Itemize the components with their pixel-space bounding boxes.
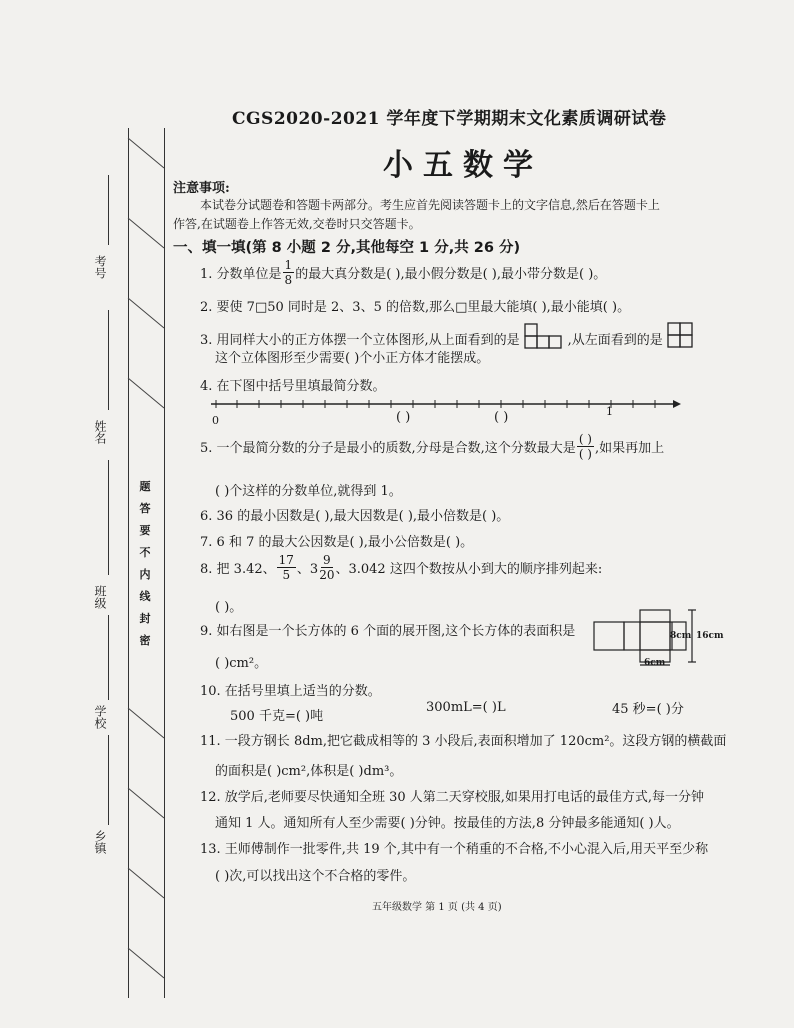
q1-frac-num: 1 <box>284 258 293 272</box>
question-13-cont: ( )次,可以找出这个不合格的零件。 <box>215 869 416 884</box>
notes-line-1: 本试卷分试题卷和答题卡两部分。考生应首先阅读答题卡上的文字信息,然后在答题卡上 <box>200 198 660 212</box>
question-7: 7. 6 和 7 的最大公因数是( ),最小公倍数是( )。 <box>200 535 474 550</box>
question-10-c: 45 秒=( )分 <box>612 702 684 717</box>
question-6: 6. 36 的最小因数是( ),最大因数是( ),最小倍数是( )。 <box>200 509 510 524</box>
label-name: 姓名 <box>93 420 107 444</box>
seal-char: 不 <box>139 546 151 559</box>
question-10-a: 500 千克=( )吨 <box>230 709 324 724</box>
question-13: 13. 王师傅制作一批零件,共 19 个,其中有一个稍重的不合格,不小心混入后,用天平至少称 <box>200 842 709 857</box>
q1-text-b: 的最大真分数是( ),最小假分数是( ),最小带分数是( )。 <box>295 267 607 282</box>
question-12-cont: 通知 1 人。通知所有人至少需要( )分钟。按最佳的方法,8 分钟最多能通知( )人。 <box>215 816 680 831</box>
left-view-figure <box>667 322 695 354</box>
q8-f2-num: 9 <box>323 553 331 567</box>
q5-text-b: ,如果再加上 <box>595 441 665 456</box>
number-line-blank-1[interactable]: ( ) <box>396 410 411 425</box>
label-school: 学校 <box>93 705 107 729</box>
label-class: 班级 <box>93 585 107 609</box>
question-10: 10. 在括号里填上适当的分数。 <box>200 684 381 699</box>
q8-text-c: 、3.042 这四个数按从小到大的顺序排列起来: <box>335 562 603 577</box>
question-9-cont: ( )cm²。 <box>215 656 268 671</box>
q5-frac-num[interactable]: ( ) <box>578 432 592 446</box>
notes-line-2: 作答,在试题卷上作答无效,交卷时只交答题卡。 <box>173 217 421 231</box>
question-5-cont: ( )个这样的分数单位,就得到 1。 <box>215 484 402 499</box>
label-exam-number: 考号 <box>93 255 107 279</box>
field-exam-number[interactable] <box>108 175 109 245</box>
q5-fraction <box>577 432 594 461</box>
field-name[interactable] <box>108 310 109 410</box>
q8-fraction-2 <box>319 553 334 582</box>
q8-text-a: 8. 把 3.42、 <box>200 562 276 577</box>
seal-char: 内 <box>139 568 151 581</box>
section-1-heading: 一、填一填(第 8 小题 2 分,其他每空 1 分,共 26 分) <box>173 240 521 256</box>
field-class[interactable] <box>108 460 109 575</box>
q5-frac-den[interactable]: ( ) <box>578 447 592 461</box>
seal-char: 答 <box>139 502 151 515</box>
q1-frac-den: 8 <box>284 273 293 287</box>
q8-f2-den: 20 <box>319 568 335 582</box>
q8-text-b: 、3 <box>296 562 319 577</box>
q1-text-a: 1. 分数单位是 <box>200 267 282 282</box>
notes-heading: 注意事项: <box>173 181 230 196</box>
question-10-b: 300mL=( )L <box>426 700 506 715</box>
seal-char: 题 <box>139 480 151 493</box>
question-1 <box>200 258 606 287</box>
label-8cm: 8cm <box>670 631 692 641</box>
page-footer: 五年级数学 第 1 页 (共 4 页) <box>372 902 502 913</box>
seal-char: 封 <box>139 612 151 625</box>
question-11: 11. 一段方钢长 8dm,把它截成相等的 3 小段后,表面积增加了 120cm²。这段方钢的横截面 <box>200 734 727 749</box>
q8-fraction-1 <box>277 553 296 582</box>
exam-title: CGS2020-2021 学年度下学期期末文化素质调研试卷 <box>232 109 667 129</box>
field-school[interactable] <box>108 615 109 700</box>
label-16cm: 16cm <box>696 631 724 641</box>
seal-char: 密 <box>139 634 151 647</box>
q5-text-a: 5. 一个最简分数的分子是最小的质数,分母是合数,这个分数最大是 <box>200 441 576 456</box>
top-view-figure <box>524 323 564 353</box>
question-3-cont: 这个立体图形至少需要( )个小正方体才能摆成。 <box>215 351 490 366</box>
question-8 <box>200 553 602 582</box>
label-6cm: 6cm <box>644 658 666 668</box>
question-2: 2. 要使 7□50 同时是 2、3、5 的倍数,那么□里最大能填( ),最小能填( )。 <box>200 300 631 315</box>
seal-char: 线 <box>139 590 151 603</box>
question-5 <box>200 432 664 461</box>
question-8-answer[interactable]: ( )。 <box>215 600 243 615</box>
number-line-one: 1 <box>606 405 613 418</box>
q8-f1-den: 5 <box>282 568 291 582</box>
question-4: 4. 在下图中括号里填最简分数。 <box>200 379 386 394</box>
q8-f1-num: 17 <box>278 553 294 567</box>
exam-subtitle: 小五数学 <box>383 148 543 183</box>
q3-text-b: ,从左面看到的是 <box>567 332 663 348</box>
question-11-cont: 的面积是( )cm²,体积是( )dm³。 <box>215 764 403 779</box>
seal-char: 要 <box>139 524 151 537</box>
q1-fraction <box>283 258 295 287</box>
number-line-blank-2[interactable]: ( ) <box>494 410 509 425</box>
question-12: 12. 放学后,老师要尽快通知全班 30 人第二天穿校服,如果用打电话的最佳方式,每一分钟 <box>200 790 705 805</box>
field-town[interactable] <box>108 735 109 825</box>
q3-text-a: 3. 用同样大小的正方体摆一个立体图形,从上面看到的是 <box>200 332 520 348</box>
number-line-zero: 0 <box>212 414 219 427</box>
question-9: 9. 如右图是一个长方体的 6 个面的展开图,这个长方体的表面积是 <box>200 624 576 639</box>
label-town: 乡镇 <box>93 830 107 854</box>
